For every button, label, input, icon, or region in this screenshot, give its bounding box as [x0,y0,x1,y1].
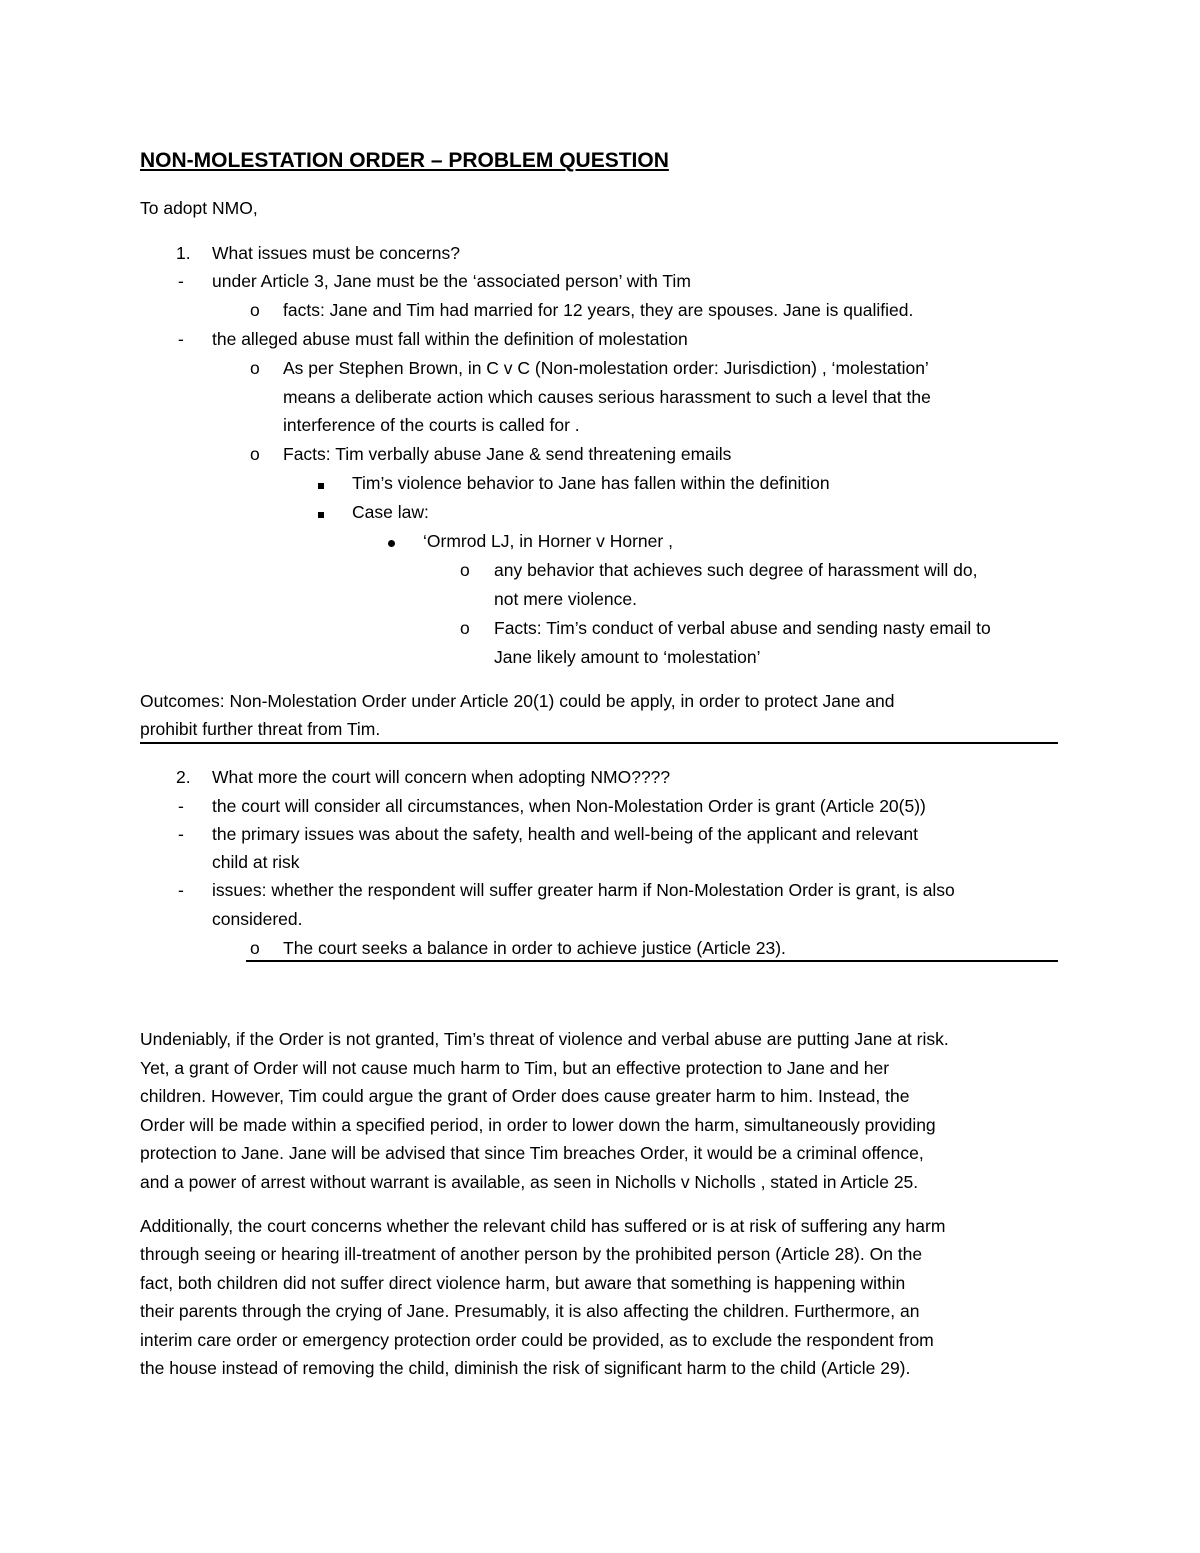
circle-marker: o [250,300,260,320]
list-number-1: 1. [176,243,191,263]
dash-marker: - [178,880,184,900]
list-number-2: 2. [176,767,191,787]
section1-bullet: ‘Ormrod LJ, in Horner v Horner , [423,531,673,551]
paragraph1-line: Undeniably, if the Order is not granted, Tim’s threat of violence and verbal abuse are putting Jane at risk. [140,1029,949,1049]
section1-sub2: Facts: Tim verbally abuse Jane & send threatening emails [283,444,732,464]
dash-marker: - [178,271,184,291]
circle-marker: o [460,618,470,638]
section1-sub1-line2: means a deliberate action which causes serious harassment to such a level that the [283,387,931,407]
section1-o2-line1: Facts: Tim’s conduct of verbal abuse and sending nasty email to [494,618,991,638]
dash-marker: - [178,796,184,816]
section1-square1: Tim’s violence behavior to Jane has fallen within the definition [352,473,830,493]
circle-marker: o [250,444,260,464]
dash-marker: - [178,824,184,844]
circle-marker: o [460,560,470,580]
section1-dash1-facts: facts: Jane and Tim had married for 12 years, they are spouses. Jane is qualified. [283,300,914,320]
section-divider [140,742,1058,744]
section1-o1-line1: any behavior that achieves such degree of harassment will do, [494,560,978,580]
section1-o1-line2: not mere violence. [494,589,637,609]
round-bullet-icon [388,530,395,552]
page-title: NON-MOLESTATION ORDER – PROBLEM QUESTION [140,149,669,172]
circle-marker: o [250,938,260,958]
section2-heading: What more the court will concern when adopting NMO???? [212,767,671,787]
paragraph2-line: through seeing or hearing ill-treatment of another person by the prohibited person (Article 28). On the [140,1244,923,1264]
paragraph1-line: and a power of arrest without warrant is available, as seen in Nicholls v Nicholls , stated in Article 25. [140,1172,919,1192]
square-bullet-icon [318,472,324,494]
section1-dash2: the alleged abuse must fall within the definition of molestation [212,329,688,349]
intro-text: To adopt NMO, [140,198,258,218]
paragraph1-line: Order will be made within a specified period, in order to lower down the harm, simultaneously providing [140,1115,936,1135]
section2-dash3-line2: considered. [212,909,303,929]
paragraph2-line: the house instead of removing the child, diminish the risk of significant harm to the child (Article 29). [140,1358,911,1378]
square-bullet-icon [318,501,324,523]
paragraph2-line: their parents through the crying of Jane. Presumably, it is also affecting the children. Furthermore, an [140,1301,920,1321]
outcomes-line2: prohibit further threat from Tim. [140,719,381,739]
section2-dash1: the court will consider all circumstances, when Non-Molestation Order is grant (Article 20(5)) [212,796,926,816]
section1-sub1-line3: interference of the courts is called for . [283,415,580,435]
paragraph2-line: interim care order or emergency protection order could be provided, as to exclude the respondent from [140,1330,934,1350]
paragraph1-line: Yet, a grant of Order will not cause much harm to Tim, but an effective protection to Jane and her [140,1058,890,1078]
section1-sub1-line1: As per Stephen Brown, in C v C (Non-molestation order: Jurisdiction) , ‘molestation’ [283,358,929,378]
paragraph2-line: Additionally, the court concerns whether the relevant child has suffered or is at risk of suffering any harm [140,1216,946,1236]
section1-heading: What issues must be concerns? [212,243,461,263]
outcomes-line1: Outcomes: Non-Molestation Order under Article 20(1) could be apply, in order to protect Jane and [140,691,895,711]
section2-dash2-line1: the primary issues was about the safety, health and well-being of the applicant and relevant [212,824,918,844]
dash-marker: - [178,329,184,349]
section2-dash3-line1: issues: whether the respondent will suffer greater harm if Non-Molestation Order is grant, is also [212,880,955,900]
section1-square2: Case law: [352,502,429,522]
section-divider [246,960,1058,962]
section2-sub1: The court seeks a balance in order to achieve justice (Article 23). [283,938,786,958]
paragraph2-line: fact, both children did not suffer direct violence harm, but aware that something is happening within [140,1273,906,1293]
circle-marker: o [250,358,260,378]
section1-dash1: under Article 3, Jane must be the ‘associated person’ with Tim [212,271,691,291]
section1-o2-line2: Jane likely amount to ‘molestation’ [494,647,761,667]
paragraph1-line: protection to Jane. Jane will be advised that since Tim breaches Order, it would be a criminal offence, [140,1143,924,1163]
paragraph1-line: children. However, Tim could argue the grant of Order does cause greater harm to him. Instead, the [140,1086,910,1106]
section2-dash2-line2: child at risk [212,852,300,872]
